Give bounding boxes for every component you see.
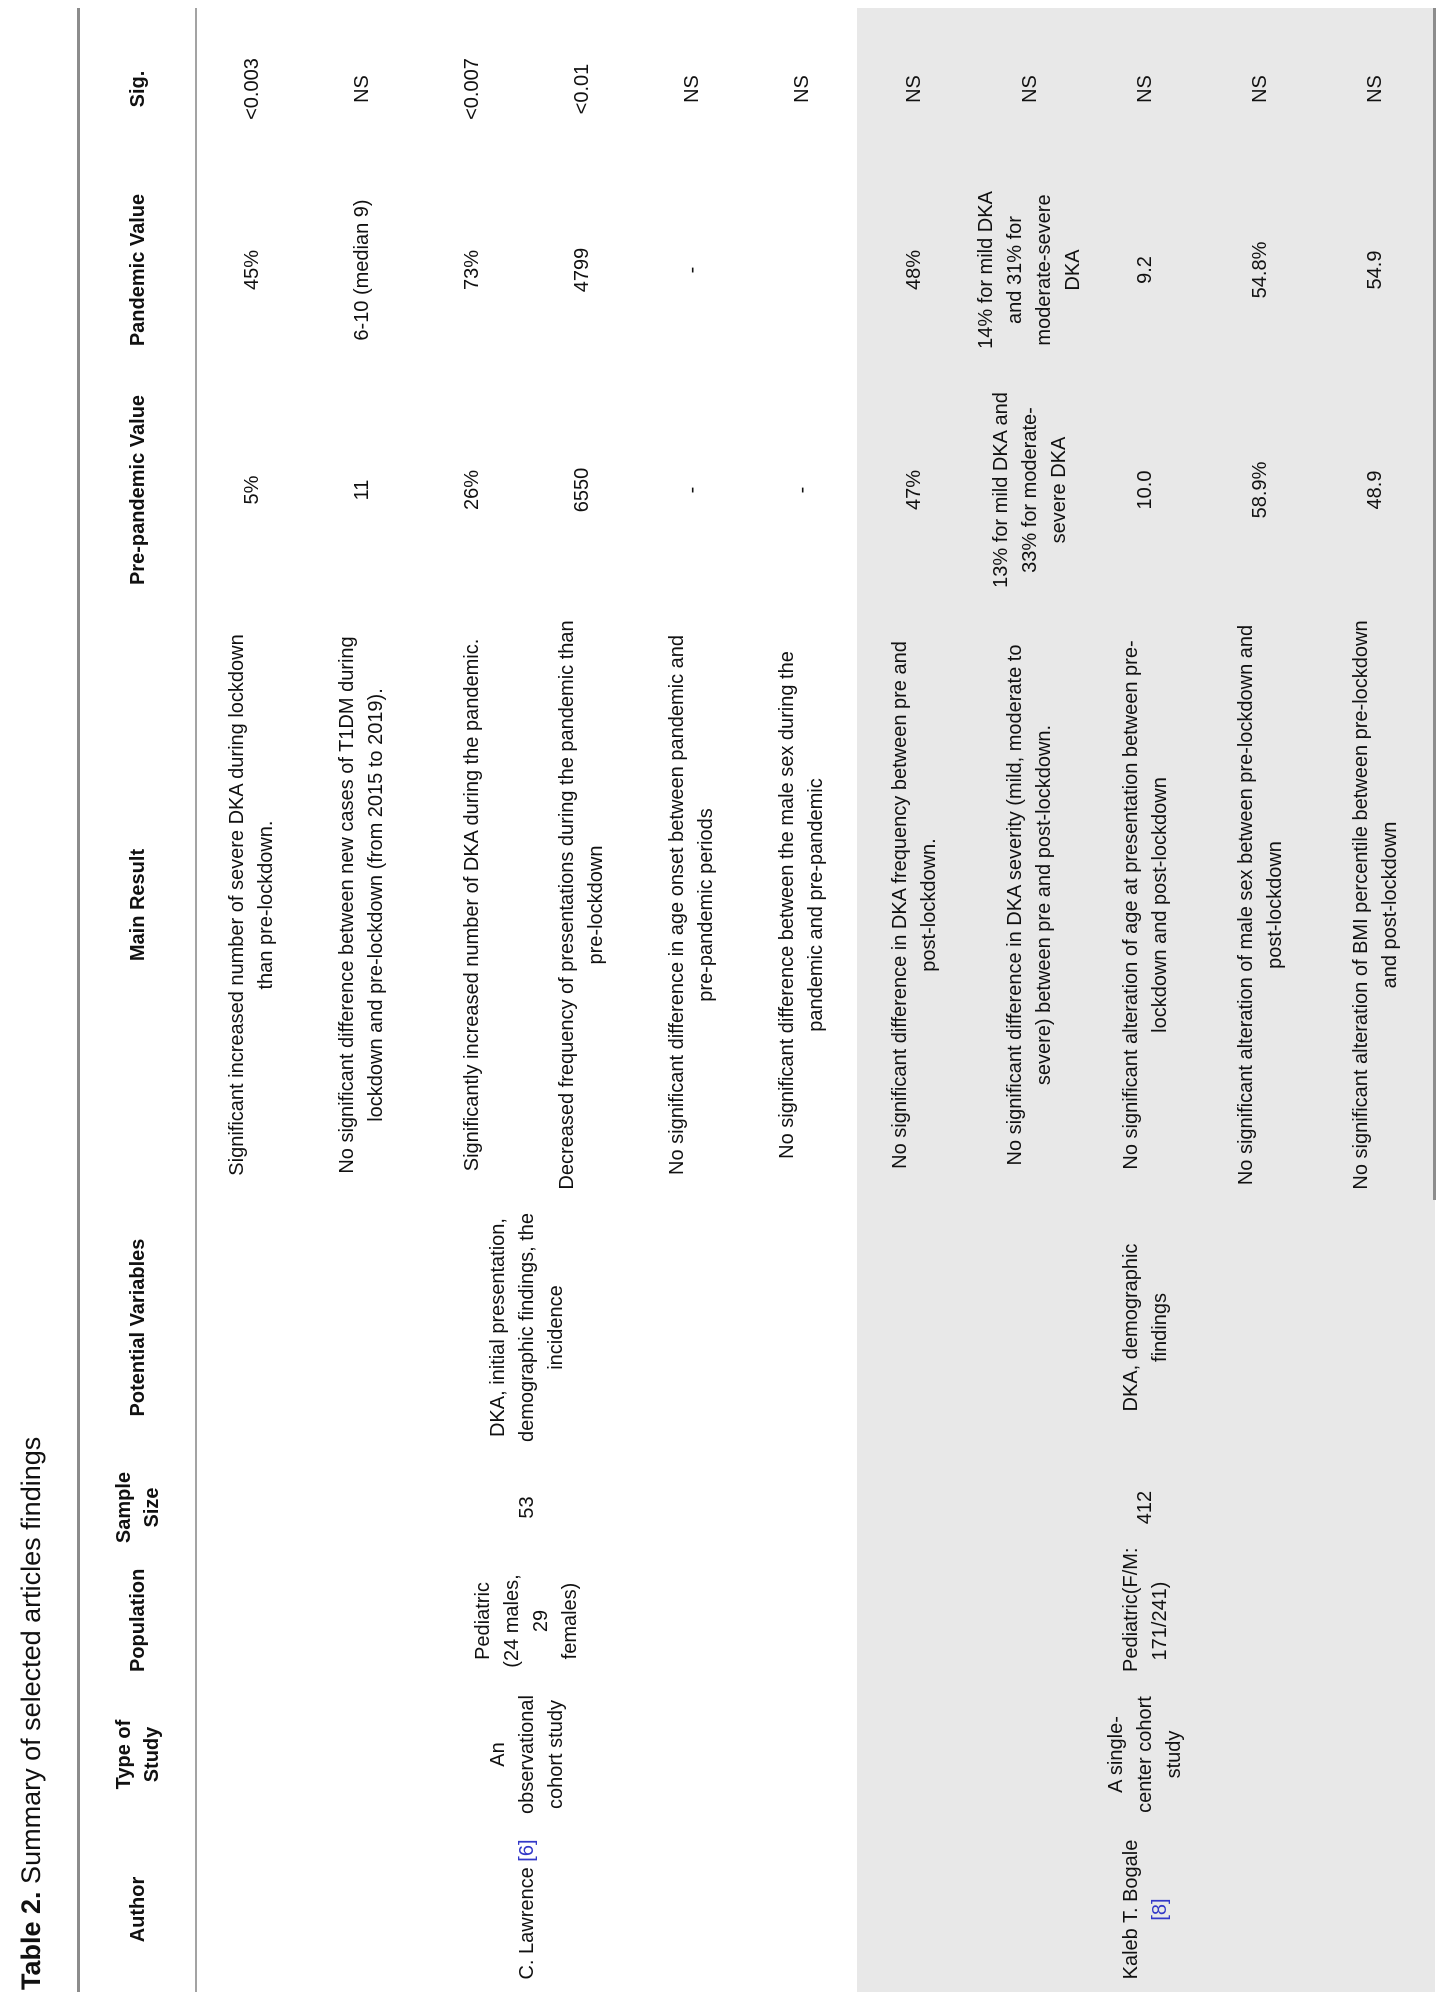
pandemic-value-cell: 54.9	[1318, 170, 1435, 370]
pandemic-value-cell: 14% for mild DKA and 31% for moderate-severe DKA	[972, 170, 1088, 370]
pre-pandemic-value-cell: 10.0	[1088, 370, 1203, 610]
header-author: Author	[79, 1827, 197, 1992]
header-type-of-study: Type of Study	[79, 1682, 197, 1827]
type-of-study-cell: A single-center cohort study	[857, 1682, 1435, 1827]
header-row	[79, 8, 197, 1992]
main-result-cell: Significantly increased number of DKA during the pandemic.	[417, 610, 527, 1200]
sig-cell: NS	[1318, 8, 1435, 170]
pandemic-value-cell	[747, 170, 857, 370]
header-sample-size: Sample Size	[79, 1455, 197, 1560]
main-result-cell: Decreased frequency of presentations during the pandemic than pre-lockdown	[527, 610, 637, 1200]
header-pre-pandemic-value: Pre-pandemic Value	[79, 370, 197, 610]
sig-cell: <0.007	[417, 8, 527, 170]
table-caption	[0, 1437, 62, 1990]
pre-pandemic-value-cell: 26%	[417, 370, 527, 610]
caption-text: Summary of selected articles findings	[16, 1436, 46, 1884]
header-potential-variables: Potential Variables	[79, 1200, 197, 1455]
sig-cell: NS	[857, 8, 972, 170]
pre-pandemic-value-cell: 11	[307, 370, 417, 610]
pandemic-value-cell: 6-10 (median 9)	[307, 170, 417, 370]
citation-link[interactable]: [6]	[515, 1839, 538, 1862]
sig-cell: NS	[972, 8, 1088, 170]
pandemic-value-cell: 4799	[527, 170, 637, 370]
pre-pandemic-value-cell: 13% for mild DKA and 33% for moderate-severe DKA	[972, 370, 1088, 610]
pandemic-value-cell: 9.2	[1088, 170, 1203, 370]
population-cell: Pediatric(F/M: 171/241)	[857, 1560, 1435, 1682]
sig-cell: NS	[307, 8, 417, 170]
main-result-cell: No significant difference in age onset between pandemic and pre-pandemic periods	[637, 610, 747, 1200]
sig-cell: NS	[637, 8, 747, 170]
findings-table	[77, 8, 1436, 1992]
pandemic-value-cell: -	[637, 170, 747, 370]
sig-cell: NS	[747, 8, 857, 170]
pre-pandemic-value-cell: 48.9	[1318, 370, 1435, 610]
population-cell: Pediatric (24 males, 29 females)	[196, 1560, 857, 1682]
study-group-bogale	[857, 8, 1435, 1992]
header-pandemic-value: Pandemic Value	[79, 170, 197, 370]
main-result-cell: No significant alteration of male sex between pre-lockdown and post-lockdown	[1203, 610, 1318, 1200]
type-of-study-cell: An observational cohort study	[196, 1682, 857, 1827]
pandemic-value-cell: 45%	[196, 170, 307, 370]
author-name: Kaleb T. Bogale	[1119, 1839, 1142, 1980]
pandemic-value-cell: 54.8%	[1203, 170, 1318, 370]
main-result-cell: No significant difference between new cases of T1DM during lockdown and pre-lockdown (from 2015 to 2019).	[307, 610, 417, 1200]
main-result-cell: No significant alteration of age at presentation between pre-lockdown and post-lockdown	[1088, 610, 1203, 1200]
main-result-cell: No significant difference in DKA frequency between pre and post-lockdown.	[857, 610, 972, 1200]
author-cell	[196, 1827, 857, 1992]
potential-variables-cell: DKA, demographic findings	[857, 1200, 1435, 1455]
citation-link[interactable]: [8]	[1148, 1898, 1171, 1921]
header-population: Population	[79, 1560, 197, 1682]
pre-pandemic-value-cell: -	[637, 370, 747, 610]
sample-size-cell: 412	[857, 1455, 1435, 1560]
sig-cell: <0.01	[527, 8, 637, 170]
pre-pandemic-value-cell: 6550	[527, 370, 637, 610]
sig-cell: NS	[1203, 8, 1318, 170]
study-group-lawrence	[196, 8, 857, 1992]
table-row	[857, 8, 972, 1992]
pandemic-value-cell: 48%	[857, 170, 972, 370]
main-result-cell: No significant difference in DKA severity (mild, moderate to severe) between pre and post-lockdown.	[972, 610, 1088, 1200]
pre-pandemic-value-cell: -	[747, 370, 857, 610]
pre-pandemic-value-cell: 5%	[196, 370, 307, 610]
main-result-cell: Significant increased number of severe DKA during lockdown than pre-lockdown.	[196, 610, 307, 1200]
main-result-cell: No significant alteration of BMI percentile between pre-lockdown and post-lockdown	[1318, 610, 1435, 1200]
pre-pandemic-value-cell: 58.9%	[1203, 370, 1318, 610]
sig-cell: NS	[1088, 8, 1203, 170]
author-name: C. Lawrence	[515, 1867, 538, 1980]
potential-variables-cell: DKA, initial presentation, demographic findings, the incidence	[196, 1200, 857, 1455]
header-sig: Sig.	[79, 8, 197, 170]
header-main-result: Main Result	[79, 610, 197, 1200]
main-result-cell: No significant difference between the male sex during the pandemic and pre-pandemic	[747, 610, 857, 1200]
sig-cell: <0.003	[196, 8, 307, 170]
pandemic-value-cell: 73%	[417, 170, 527, 370]
caption-label: Table 2.	[16, 1891, 46, 1990]
table-row	[196, 8, 307, 1992]
sample-size-cell: 53	[196, 1455, 857, 1560]
pre-pandemic-value-cell: 47%	[857, 370, 972, 610]
author-cell	[857, 1827, 1435, 1992]
